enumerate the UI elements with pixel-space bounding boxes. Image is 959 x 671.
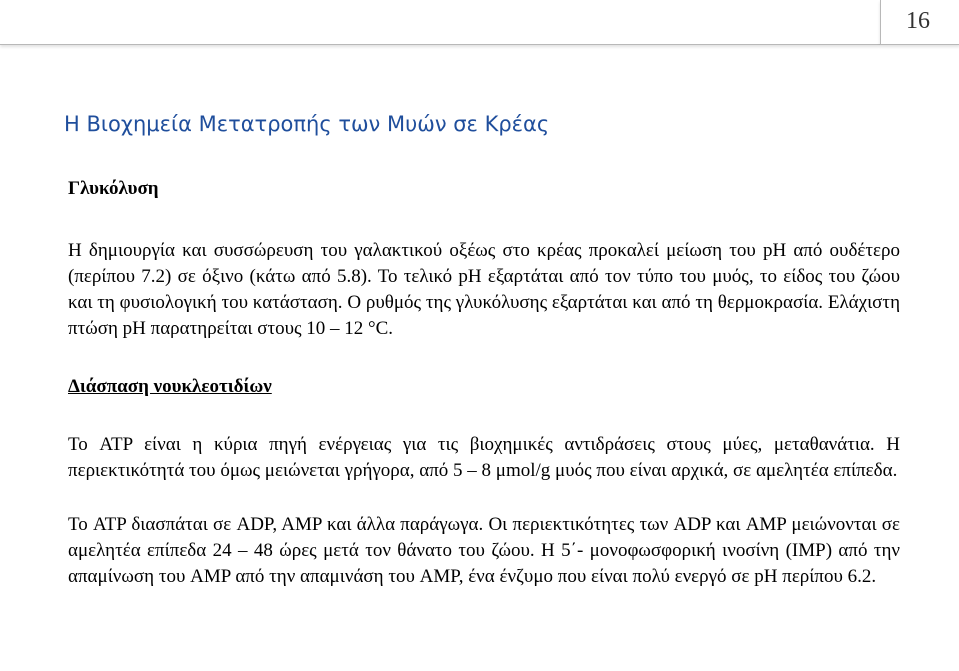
paragraph-atp-breakdown: Το ATP διασπάται σε ADP, AMP και άλλα παράγωγα. Οι περιεκτικότητες των ADP και AMP μειώνονται σε αμελητέα επίπεδα 24 – 48 ώρες μετά τον θάνατο του ζώου. Η 5΄- μονοφωσφορική ινοσίνη (IMP) από την απαμίνωση του AMP από την απαμινάση του AMP, ένα ένζυμο που είναι πολύ ενεργό σε pH περίπου 6.2. [68,514,900,587]
page-number: 16 [906,8,930,34]
section-heading-nucleotides: Διάσπαση νουκλεοτιδίων [68,376,272,397]
header-bar [0,0,959,46]
paragraph-atp-source: Το ATP είναι η κύρια πηγή ενέργειας για τις βιοχημικές αντιδράσεις στους μύες, μεταθανάτια. Η περιεκτικότητά του όμως μειώνεται γρήγορα, από 5 – 8 μmol/g μυός που είναι αρχικά, σε αμελητέα επίπεδα. [68,434,900,481]
header-rule [0,0,880,45]
section-heading-glycolysis: Γλυκόλυση [68,178,159,199]
page-number-box [880,0,959,45]
paragraph-glycolysis: Η δημιουργία και συσσώρευση του γαλακτικού οξέως στο κρέας προκαλεί μείωση του pH από ουδέτερο (περίπου 7.2) σε όξινο (κάτω από 5.8). Το τελικό pH εξαρτάται από τον τύπο του μυός, το είδος του ζώου και τη φυσιολογική του κατάσταση. Ο ρυθμός της γλυκόλυσης εξαρτάται και από τη θερμοκρασία. Ελάχιστη πτώση pH παρατηρείται στους 10 – 12 °C. [68,240,900,339]
document-body [68,176,900,590]
page-title: Η Βιοχημεία Μετατροπής των Μυών σε Κρέας [64,112,550,136]
